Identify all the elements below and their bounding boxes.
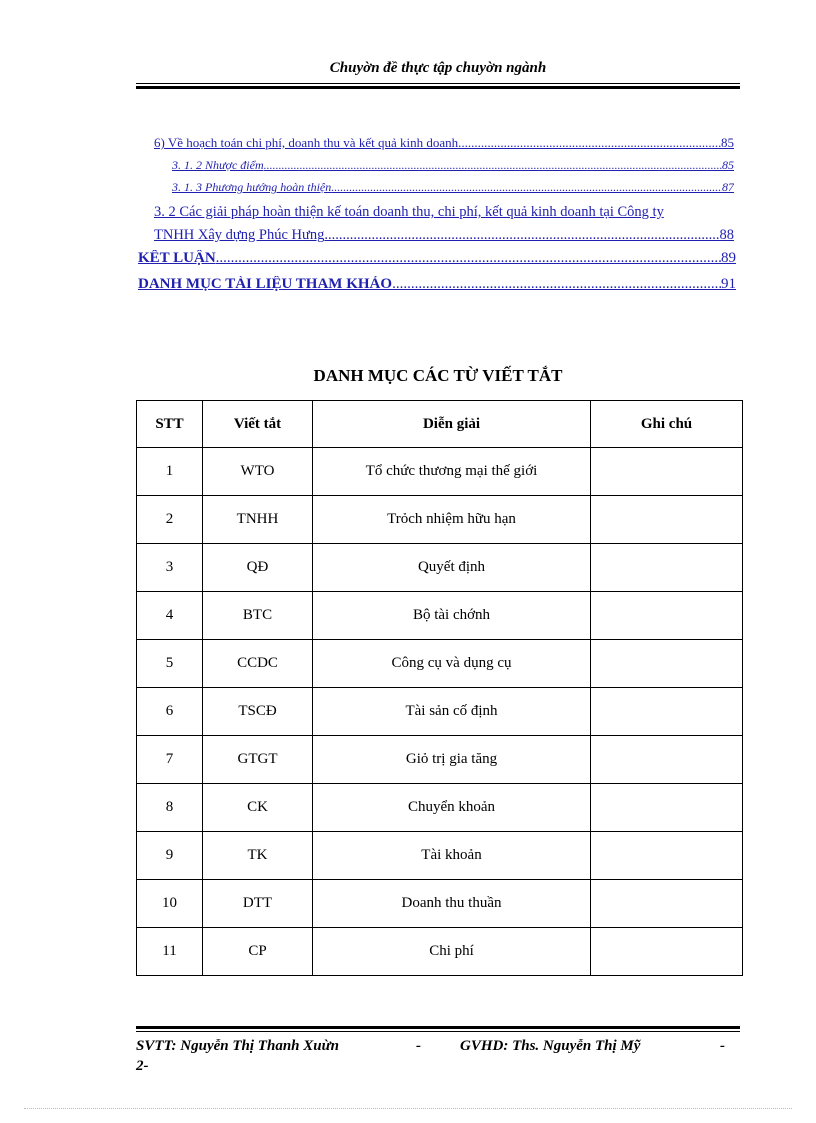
toc-entry-page: 88	[719, 227, 734, 243]
toc-entry-ket-luan[interactable]	[138, 250, 736, 267]
cell-meaning: Tài khoản	[313, 832, 591, 880]
table-row	[137, 928, 743, 976]
cell-meaning: Giỏ trị gia tăng	[313, 736, 591, 784]
cell-note	[591, 928, 743, 976]
table-header-row	[137, 401, 743, 448]
cell-stt: 11	[137, 928, 203, 976]
table-row	[137, 736, 743, 784]
table-row	[137, 688, 743, 736]
toc-entry-page: 89	[721, 250, 736, 266]
cell-note	[591, 640, 743, 688]
toc-entry-hoach-toan[interactable]	[154, 135, 734, 151]
cell-stt: 10	[137, 880, 203, 928]
header-dien-giai: Diễn giải	[313, 401, 591, 448]
cell-abbr: CP	[203, 928, 313, 976]
abbreviation-section-title: DANH MỤC CÁC TỪ VIẾT TẮT	[313, 366, 563, 385]
cell-stt: 9	[137, 832, 203, 880]
toc-entry-nhuoc-diem[interactable]	[172, 158, 734, 173]
cell-abbr: BTC	[203, 592, 313, 640]
toc-entry-page: 91	[721, 276, 736, 292]
cell-stt: 7	[137, 736, 203, 784]
cell-meaning: Chuyển khoản	[313, 784, 591, 832]
header-ghi-chu: Ghi chú	[591, 401, 743, 448]
toc-entry-label: KẾT LUẬN	[138, 250, 216, 266]
toc-leader-dots	[324, 227, 719, 244]
cell-stt: 6	[137, 688, 203, 736]
toc-entry-giai-phap-line1[interactable]	[154, 204, 738, 221]
toc-entry-label: 3. 1. 2 Nhược điểm	[172, 158, 264, 172]
cell-abbr: TNHH	[203, 496, 313, 544]
cell-meaning: Quyết định	[313, 544, 591, 592]
cell-note	[591, 736, 743, 784]
toc-entry-page: 85	[721, 135, 734, 150]
table-row	[137, 592, 743, 640]
toc-leader-dots	[458, 135, 721, 151]
footer-advisor: GVHD: Ths. Nguyễn Thị Mỹ	[460, 1038, 641, 1054]
cell-meaning: Tài sản cố định	[313, 688, 591, 736]
cell-meaning: Trỏch nhiệm hữu hạn	[313, 496, 591, 544]
cell-note	[591, 592, 743, 640]
toc-entry-giai-phap-line2[interactable]	[154, 227, 734, 244]
cell-stt: 8	[137, 784, 203, 832]
toc-entry-tai-lieu[interactable]	[138, 276, 736, 293]
toc-leader-dots	[331, 180, 722, 195]
table-row	[137, 832, 743, 880]
cell-abbr: CK	[203, 784, 313, 832]
footer-dash-1: -	[416, 1038, 421, 1054]
cell-abbr: QĐ	[203, 544, 313, 592]
cell-abbr: GTGT	[203, 736, 313, 784]
page-bottom-border	[24, 1108, 792, 1109]
toc-entry-phuong-huong[interactable]	[172, 180, 734, 195]
cell-stt: 1	[137, 448, 203, 496]
toc-entry-label: 6) Về hoạch toán chi phí, doanh thu và kết quả kinh doanh	[154, 135, 459, 150]
footer-dash-2: -	[720, 1038, 725, 1054]
toc-entry-page: 87	[722, 180, 734, 194]
header-stt: STT	[137, 401, 203, 448]
page-header-title: Chuyờn đề thực tập chuyờn ngành	[329, 60, 547, 76]
header-rule-thick	[136, 86, 740, 89]
cell-note	[591, 688, 743, 736]
cell-meaning: Công cụ và dụng cụ	[313, 640, 591, 688]
table-row	[137, 640, 743, 688]
cell-stt: 2	[137, 496, 203, 544]
cell-note	[591, 496, 743, 544]
table-row	[137, 544, 743, 592]
footer-rule-thick	[136, 1026, 740, 1029]
cell-stt: 5	[137, 640, 203, 688]
table-row	[137, 448, 743, 496]
cell-abbr: CCDC	[203, 640, 313, 688]
cell-abbr: WTO	[203, 448, 313, 496]
header-rule-thin	[136, 83, 740, 84]
cell-meaning: Tổ chức thương mại thế giới	[313, 448, 591, 496]
cell-meaning: Chi phí	[313, 928, 591, 976]
table-row	[137, 784, 743, 832]
toc-entry-label: TNHH Xây dựng Phúc Hưng	[154, 227, 325, 243]
toc-entry-label: 3. 1. 3 Phương hướng hoàn thiện	[172, 180, 332, 194]
cell-meaning: Bộ tài chớnh	[313, 592, 591, 640]
toc-entry-page: 85	[722, 158, 734, 172]
cell-abbr: TSCĐ	[203, 688, 313, 736]
toc-entry-label: DANH MỤC TÀI LIỆU THAM KHẢO	[138, 276, 393, 292]
toc-entry-label: 3. 2 Các giải pháp hoàn thiện kế toán doanh thu, chi phí, kết quả kinh doanh tại Công ty	[154, 204, 664, 220]
cell-note	[591, 832, 743, 880]
table-row	[137, 880, 743, 928]
cell-note	[591, 784, 743, 832]
footer-page-number: 2-	[136, 1058, 149, 1074]
table-row	[137, 496, 743, 544]
cell-note	[591, 448, 743, 496]
toc-leader-dots	[392, 276, 721, 293]
cell-abbr: TK	[203, 832, 313, 880]
toc-leader-dots	[216, 250, 721, 267]
cell-note	[591, 880, 743, 928]
footer-student: SVTT: Nguyễn Thị Thanh Xuừn	[136, 1038, 339, 1054]
footer-rule-thin	[136, 1031, 740, 1032]
header-viet-tat: Viết tắt	[203, 401, 313, 448]
abbreviation-table	[136, 400, 743, 976]
cell-stt: 4	[137, 592, 203, 640]
cell-abbr: DTT	[203, 880, 313, 928]
cell-meaning: Doanh thu thuần	[313, 880, 591, 928]
cell-note	[591, 544, 743, 592]
toc-leader-dots	[264, 158, 722, 173]
cell-stt: 3	[137, 544, 203, 592]
